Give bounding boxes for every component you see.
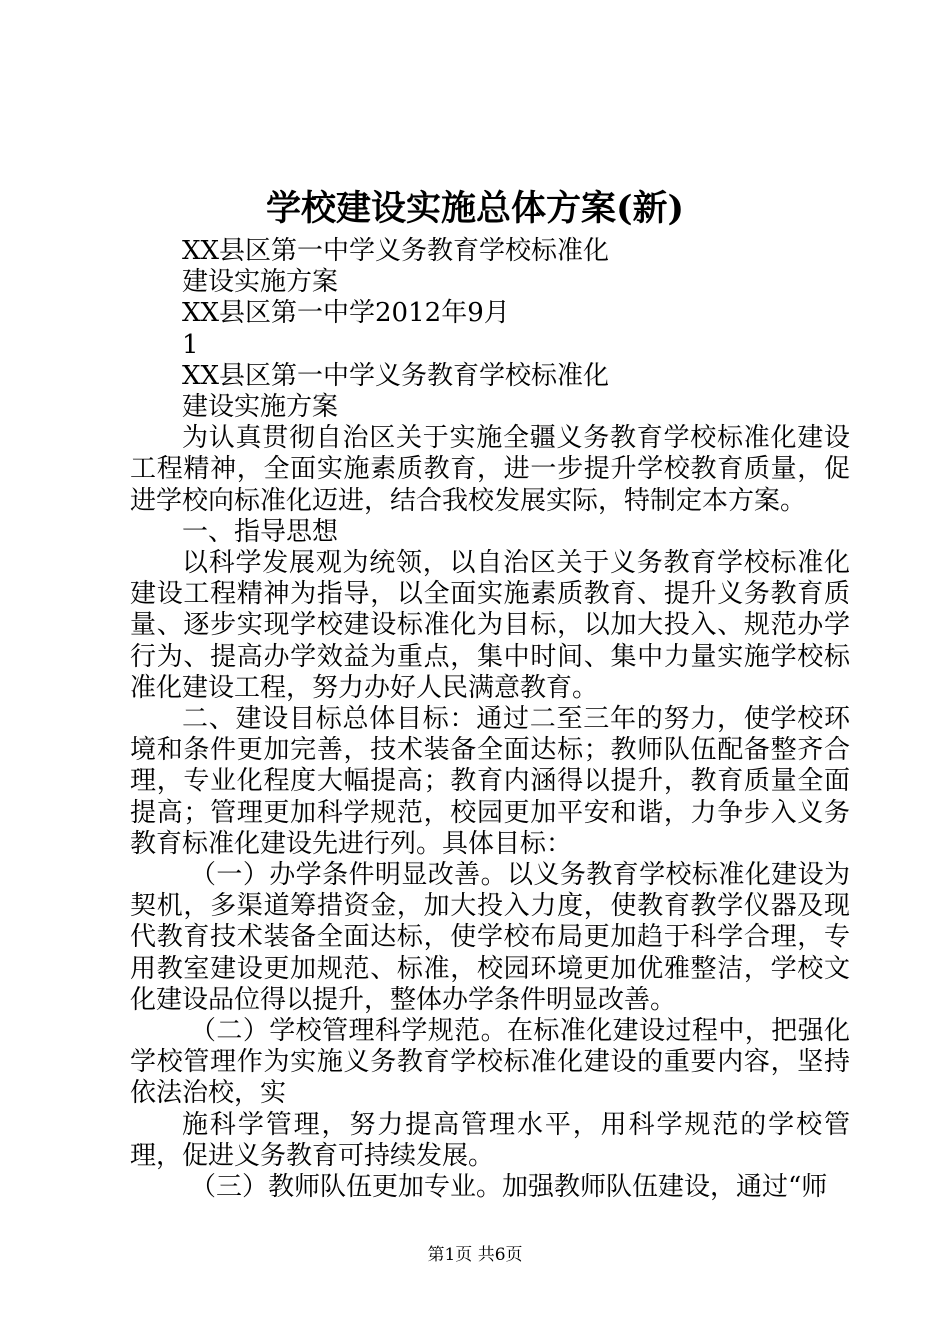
paragraph-intro: 为认真贯彻自治区关于实施全疆义务教育学校标准化建设工程精神，全面实施素质教育，进一步提升学校教育质量，促进学校向标准化迈进，结合我校发展实际，特制定本方案。 (130, 423, 850, 516)
paragraph-goal-1: （一）办学条件明显改善。以义务教育学校标准化建设为契机，多渠道筹措资金，加大投入力度，使教育教学仪器及现代教育技术装备全面达标，使学校布局更加趋于科学合理，专用教室建设更加规范、标准，校园环境更加优雅整洁，学校文化建设品位得以提升，整体办学条件明显改善。 (130, 860, 850, 1015)
paragraph-guiding-thought: 以科学发展观为统领，以自治区关于义务教育学校标准化建设工程精神为指导，以全面实施素质教育、提升义务教育质量、逐步实现学校建设标准化为目标，以加大投入、规范办学行为、提高办学效益为重点，集中时间、集中力量实施学校标准化建设工程，努力办好人民满意教育。 (130, 548, 850, 703)
cover-line-school-heading-repeat: XX县区第一中学义务教育学校标准化 (182, 360, 610, 391)
paragraph-goal-3: （三）教师队伍更加专业。加强教师队伍建设，通过“师 (190, 1172, 828, 1203)
document-body (130, 236, 850, 1203)
document-title: 学校建设实施总体方案(新) (265, 188, 685, 229)
cover-line-date: XX县区第一中学2012年9月 (182, 298, 510, 329)
cover-line-page-number: 1 (182, 329, 199, 360)
section-heading-guiding-thought: 一、指导思想 (182, 516, 339, 547)
cover-line-school-heading: XX县区第一中学义务教育学校标准化 (182, 236, 610, 266)
cover-line-plan-name: 建设实施方案 (182, 267, 339, 298)
paragraph-goal-2-continued: 施科学管理，努力提高管理水平，用科学规范的学校管理，促进义务教育可持续发展。 (130, 1109, 850, 1171)
paragraph-construction-goals: 二、建设目标总体目标：通过二至三年的努力，使学校环境和条件更加完善，技术装备全面达标；教师队伍配备整齐合理，专业化程度大幅提高；教育内涵得以提升，教育质量全面提高；管理更加科学规范，校园更加平安和谐，力争步入义务教育标准化建设先进行列。具体目标： (130, 704, 850, 859)
paragraph-goal-2: （二）学校管理科学规范。在标准化建设过程中，把强化学校管理作为实施义务教育学校标准化建设的重要内容，坚持依法治校，实 (130, 1016, 850, 1109)
cover-line-plan-name-repeat: 建设实施方案 (182, 392, 339, 423)
page-footer: 第1页 共6页 (427, 1245, 523, 1265)
